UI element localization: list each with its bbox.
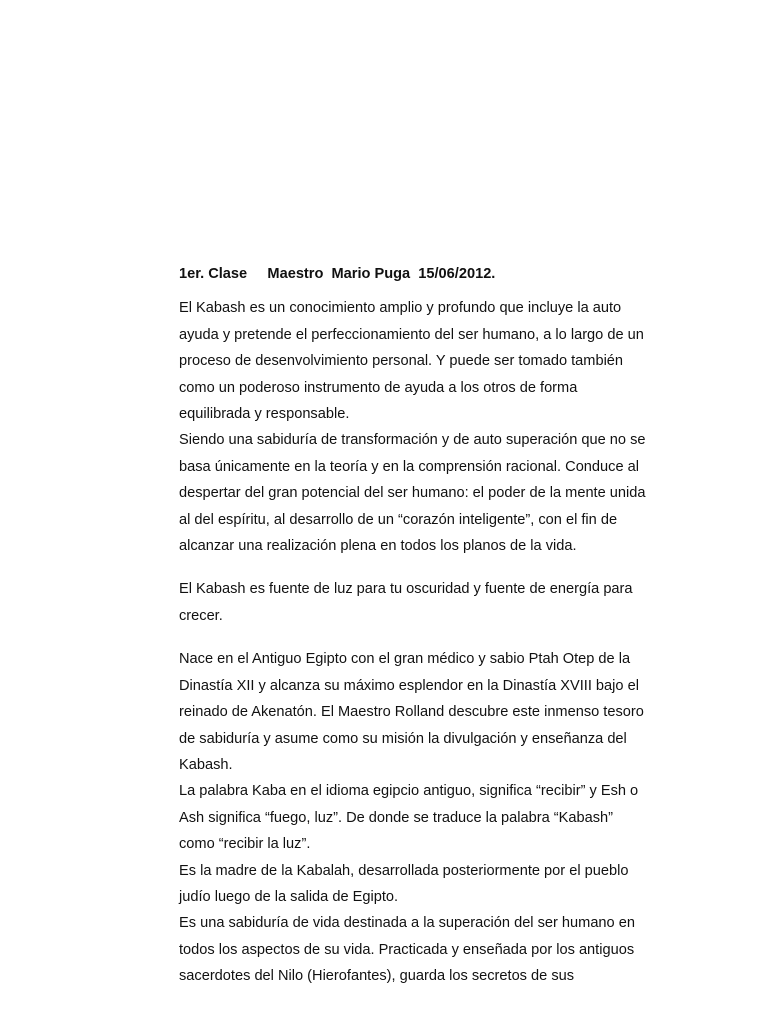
text-line: crecer. — [179, 607, 223, 624]
text-line: todos los aspectos de su vida. Practicada y enseñada por los antiguos — [179, 941, 635, 958]
text-line: judío luego de la salida de Egipto. — [179, 888, 399, 905]
paragraph-spacer — [179, 559, 679, 576]
text-line: reinado de Akenatón. El Maestro Rolland descubre este inmenso tesoro — [179, 704, 644, 721]
document-heading: 1er. Clase Maestro Mario Puga 15/06/2012. — [179, 266, 496, 282]
text-line: Es la madre de la Kabalah, desarrollada posteriormente por el pueblo — [179, 862, 629, 879]
text-line: basa únicamente en la teoría y en la comprensión racional. Conduce al — [179, 458, 639, 475]
text-line: La palabra Kaba en el idioma egipcio antiguo, significa “recibir” y Esh o — [179, 783, 639, 800]
text-line: Dinastía XII y alcanza su máximo esplendor en la Dinastía XVIII bajo el — [179, 677, 639, 694]
text-line: de sabiduría y asume como su misión la divulgación y enseñanza del — [179, 730, 627, 747]
paragraph-origin — [179, 646, 679, 989]
paragraph-intro — [179, 295, 679, 559]
text-line: al del espíritu, al desarrollo de un “corazón inteligente”, con el fin de — [179, 511, 618, 528]
text-line: equilibrada y responsable. — [179, 406, 350, 423]
text-line: como “recibir la luz”. — [179, 836, 311, 853]
paragraph-light — [179, 576, 679, 629]
text-line: sacerdotes del Nilo (Hierofantes), guarda los secretos de sus — [179, 968, 575, 985]
text-line: Kabash. — [179, 756, 233, 773]
text-line: Es una sabiduría de vida destinada a la superación del ser humano en — [179, 915, 635, 932]
text-line: alcanzar una realización plena en todos los planos de la vida. — [179, 538, 577, 555]
document-body — [179, 261, 679, 990]
text-line: Nace en el Antiguo Egipto con el gran médico y sabio Ptah Otep de la — [179, 651, 631, 668]
text-line: Ash significa “fuego, luz”. De donde se traduce la palabra “Kabash” — [179, 809, 614, 826]
text-line: ayuda y pretende el perfeccionamiento del ser humano, a lo largo de un — [179, 326, 644, 343]
text-line: como un poderoso instrumento de ayuda a los otros de forma — [179, 379, 578, 396]
text-line: proceso de desenvolvimiento personal. Y puede ser tomado también — [179, 353, 624, 370]
paragraph-spacer — [179, 629, 679, 646]
text-line: Siendo una sabiduría de transformación y de auto superación que no se — [179, 432, 646, 449]
text-line: despertar del gran potencial del ser humano: el poder de la mente unida — [179, 485, 646, 502]
text-line: El Kabash es fuente de luz para tu oscuridad y fuente de energía para — [179, 581, 633, 598]
text-line: El Kabash es un conocimiento amplio y profundo que incluye la auto — [179, 300, 622, 317]
